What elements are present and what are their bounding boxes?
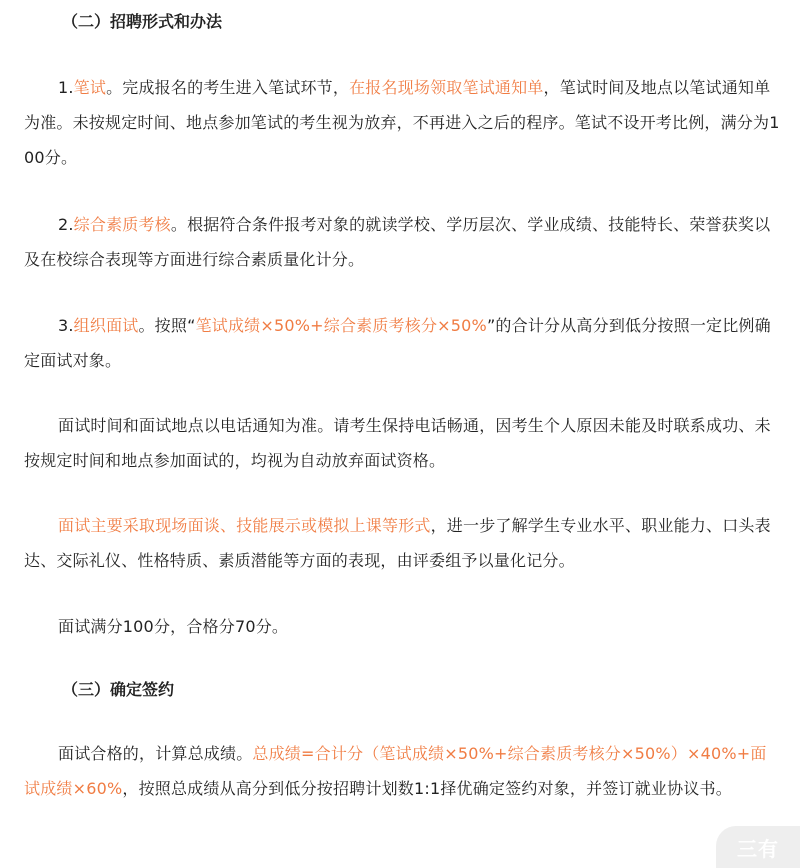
item-number: 3. [58,316,74,335]
paragraph-interview-format [24,508,782,578]
paragraph-comprehensive-assessment [24,207,782,277]
item-number: 1. [58,78,74,97]
watermark-logo: 三有 [716,826,800,868]
section-2-heading: （二）招聘形式和办法 [62,12,223,31]
paragraph-text: 面试合格的，计算总成绩。 [58,744,253,763]
paragraph-text: ，笔试时间及地点以笔试通知单为准。未按规定时间、地点参加笔试的考生视为放弃，不再进入之后的程序。笔试不设开考比例，满分为100分。 [24,78,780,167]
highlight-written-exam: 笔试 [73,78,107,97]
highlight-total-score-formula: 总成绩=合计分（笔试成绩×50%+综合素质考核分×50%）×40%+面试成绩×60% [24,744,767,798]
paragraph-interview-organization [24,308,782,378]
paragraph-interview-notice: 面试时间和面试地点以电话通知为准。请考生保持电话畅通，因考生个人原因未能及时联系成功、未按规定时间和地点参加面试的，均视为自动放弃面试资格。 [24,416,771,470]
paragraph-text: ”的合计分从高分到低分按照一定比例确定面试对象。 [24,316,771,370]
highlight-organize-interview: 组织面试 [73,316,139,335]
highlight-score-formula: 笔试成绩×50%+综合素质考核分×50% [195,316,487,335]
item-number: 2. [58,215,74,234]
paragraph-text: ，按照总成绩从高分到低分按招聘计划数1:1择优确定签约对象，并签订就业协议书。 [122,779,732,798]
paragraph-signing [24,736,782,806]
highlight-comprehensive-assessment: 综合素质考核 [73,215,171,234]
paragraph-interview-score: 面试满分100分，合格分70分。 [58,617,289,636]
highlight-interview-format: 面试主要采取现场面谈、技能展示或模拟上课等形式 [58,516,431,535]
paragraph-text: 。完成报名的考生进入笔试环节， [106,78,350,97]
paragraph-text: ，进一步了解学生专业水平、职业能力、口头表达、交际礼仪、性格特质、素质潜能等方面的表现，由评委组予以量化记分。 [24,516,771,570]
highlight-notice-pickup: 在报名现场领取笔试通知单 [349,78,544,97]
paragraph-written-exam [24,70,782,175]
paragraph-text: 。根据符合条件报考对象的就读学校、学历层次、学业成绩、技能特长、荣誉获奖以及在校综合表现等方面进行综合素质量化计分。 [24,215,771,269]
paragraph-text: 。按照“ [138,316,196,335]
section-3-heading: （三）确定签约 [62,680,175,699]
